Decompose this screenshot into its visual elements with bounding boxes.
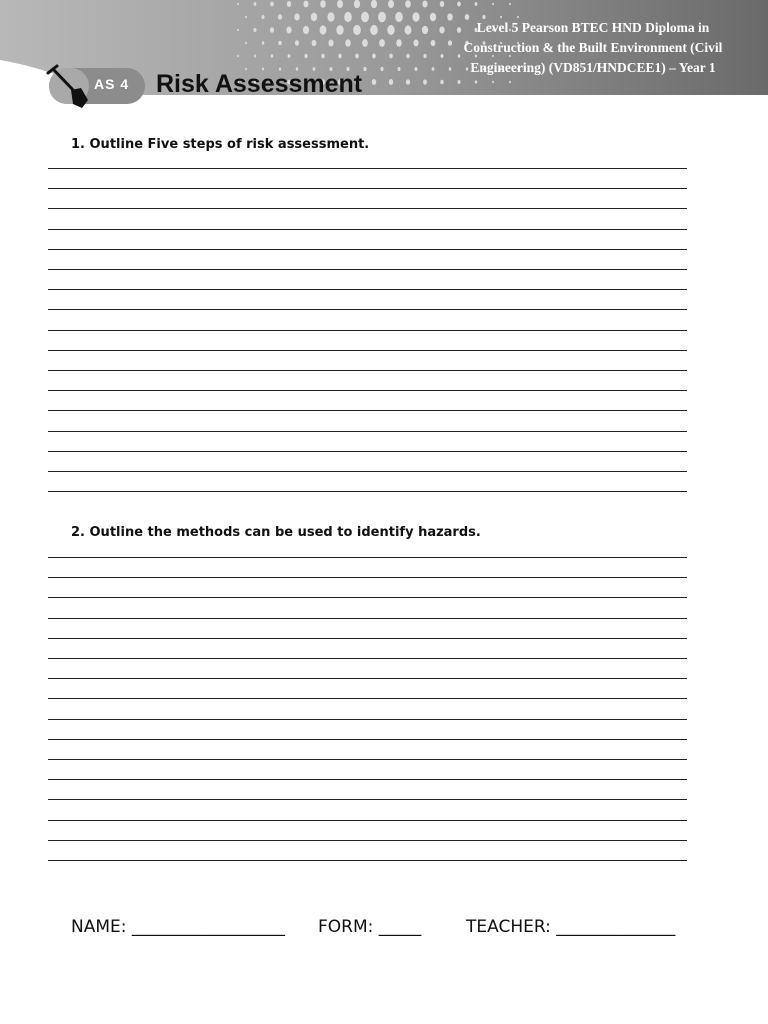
halftone-dot: [509, 81, 511, 83]
halftone-dot: [278, 14, 282, 20]
halftone-dot: [262, 41, 265, 44]
shovel-icon: [44, 64, 96, 110]
halftone-dot: [387, 25, 394, 35]
answer-line[interactable]: [48, 370, 687, 371]
halftone-dot: [423, 54, 426, 58]
halftone-dot: [288, 54, 291, 58]
halftone-dot: [430, 13, 436, 22]
halftone-dot: [388, 0, 394, 8]
answer-line[interactable]: [48, 698, 687, 699]
halftone-dot: [397, 67, 400, 71]
answer-line[interactable]: [48, 799, 687, 800]
halftone-dot: [312, 40, 317, 46]
halftone-dot: [270, 2, 274, 7]
answer-line[interactable]: [48, 229, 687, 230]
halftone-dot: [380, 67, 383, 71]
answer-line[interactable]: [48, 739, 687, 740]
halftone-dot: [406, 54, 409, 59]
halftone-dot: [362, 39, 368, 47]
halftone-dot: [270, 27, 274, 33]
answer-line[interactable]: [48, 678, 687, 679]
halftone-dot: [378, 12, 386, 23]
halftone-dot: [396, 39, 402, 46]
halftone-dot: [492, 3, 494, 6]
halftone-dot: [354, 0, 360, 8]
answer-line[interactable]: [48, 820, 687, 821]
halftone-dot: [413, 40, 418, 47]
halftone-dot: [337, 0, 343, 8]
halftone-dot: [389, 54, 393, 59]
answer-line[interactable]: [48, 840, 687, 841]
halftone-dot: [344, 12, 352, 22]
halftone-dot: [440, 80, 443, 85]
answer-line[interactable]: [48, 638, 687, 639]
halftone-dot: [320, 25, 327, 34]
halftone-dot: [423, 79, 427, 84]
halftone-dot: [405, 25, 412, 34]
halftone-dot: [422, 1, 427, 8]
halftone-dot: [412, 12, 419, 22]
halftone-dot: [287, 1, 291, 7]
halftone-dot: [321, 54, 324, 59]
answer-line[interactable]: [48, 431, 687, 432]
halftone-dot: [294, 13, 299, 20]
answer-line[interactable]: [48, 471, 687, 472]
halftone-dot: [327, 12, 334, 21]
halftone-dot: [320, 0, 326, 8]
halftone-dot: [422, 26, 428, 34]
halftone-dot: [458, 80, 461, 84]
halftone-dot: [245, 16, 247, 18]
name-field[interactable]: NAME: __________________: [71, 917, 285, 937]
answer-line[interactable]: [48, 618, 687, 619]
halftone-dot: [371, 0, 377, 8]
halftone-dot: [345, 39, 351, 46]
answer-line[interactable]: [48, 188, 687, 189]
halftone-dot: [431, 40, 436, 46]
halftone-dot: [509, 3, 511, 5]
question-1: 1. Outline Five steps of risk assessment.: [71, 137, 370, 152]
halftone-dot: [372, 79, 377, 85]
halftone-dot: [389, 79, 393, 85]
halftone-dot: [237, 55, 239, 57]
halftone-dot: [415, 67, 418, 71]
halftone-dot: [254, 2, 257, 6]
halftone-dot: [405, 0, 411, 8]
halftone-dot: [295, 40, 299, 45]
answer-line[interactable]: [48, 208, 687, 209]
halftone-dot: [304, 54, 307, 58]
halftone-dot: [475, 2, 478, 6]
answer-line[interactable]: [48, 451, 687, 452]
answer-line[interactable]: [48, 309, 687, 310]
halftone-dot: [395, 12, 403, 22]
halftone-dot: [372, 54, 376, 59]
halftone-dot: [432, 67, 435, 71]
answer-line[interactable]: [48, 597, 687, 598]
halftone-dot: [440, 1, 444, 7]
answer-line[interactable]: [48, 289, 687, 290]
halftone-dot: [261, 15, 264, 19]
form-field[interactable]: FORM: _____: [318, 917, 422, 937]
halftone-dot: [237, 3, 239, 5]
answer-line[interactable]: [48, 330, 687, 331]
halftone-dot: [457, 2, 461, 7]
halftone-dot: [338, 54, 342, 59]
halftone-dot: [370, 25, 378, 35]
halftone-dot: [303, 26, 309, 34]
answer-line[interactable]: [48, 557, 687, 558]
halftone-dot: [254, 55, 256, 58]
halftone-dot: [353, 25, 361, 35]
answer-line[interactable]: [48, 658, 687, 659]
answer-line[interactable]: [48, 491, 687, 492]
answer-line[interactable]: [48, 410, 687, 411]
halftone-dot: [237, 29, 239, 31]
answer-line[interactable]: [48, 390, 687, 391]
halftone-dot: [475, 80, 477, 83]
section-badge-label: AS 4: [94, 76, 130, 92]
halftone-dot: [245, 42, 247, 44]
halftone-dot: [492, 81, 494, 83]
answer-line[interactable]: [48, 249, 687, 250]
teacher-field[interactable]: TEACHER: ______________: [466, 917, 676, 937]
halftone-dot: [328, 40, 333, 47]
halftone-dot: [379, 39, 385, 47]
halftone-dot: [336, 25, 343, 35]
halftone-dot: [286, 26, 291, 33]
question-2: 2. Outline the methods can be used to identify hazards.: [71, 525, 481, 540]
halftone-dot: [363, 67, 366, 71]
halftone-dot: [311, 13, 317, 21]
answer-line[interactable]: [48, 577, 687, 578]
halftone-dot: [355, 54, 359, 59]
halftone-dot: [253, 28, 256, 32]
halftone-dot: [278, 41, 281, 46]
answer-line[interactable]: [48, 350, 687, 351]
answer-line[interactable]: [48, 168, 687, 169]
answer-line[interactable]: [48, 269, 687, 270]
answer-line[interactable]: [48, 719, 687, 720]
halftone-dot: [406, 79, 410, 85]
halftone-dot: [303, 1, 308, 8]
halftone-dot: [361, 12, 369, 23]
answer-line[interactable]: [48, 860, 687, 861]
page-title: Risk Assessment: [156, 70, 363, 98]
answer-line[interactable]: [48, 779, 687, 780]
answer-line[interactable]: [48, 759, 687, 760]
halftone-dot: [271, 54, 274, 57]
course-title: Level 5 Pearson BTEC HND Diploma in Construction & the Built Environment (Civil Engineering) (VD851/HNDCEE1) – Year 1: [463, 20, 723, 75]
